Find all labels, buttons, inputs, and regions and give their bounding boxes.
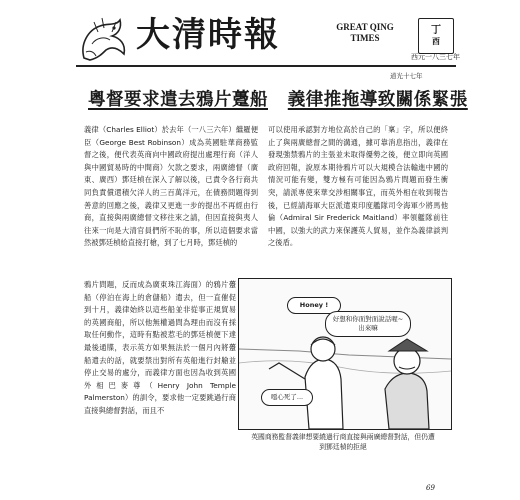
masthead: [70, 8, 462, 68]
masthead-title-en-line1: GREAT QING: [336, 22, 394, 32]
page-number: 69: [426, 484, 435, 492]
comic-panel: [238, 278, 452, 430]
headline-part1: 粵督要求遣去鴉片躉船: [88, 90, 268, 110]
speech-bubble-1: Honey !: [287, 297, 341, 314]
headline-spacer: [275, 90, 282, 110]
article-column-2: 可以使用承認對方地位高於自己的「稟」字，所以便終止了與兩廣總督之間的溝通，據可靠消息指出，義律在發現強禁鴉片的主張並未取得優勢之後，便立即向英國政府回報，說原本期待鴉片可以大規模合法輸進中國的情況可能有變，雙方極有可能因為鴉片問題而發生衝突，請派專使來華交涉相關事宜，而英外相在收到報告後，已經請海軍大臣派遣東印度艦隊司令海軍少將馬他倫（Admiral Sir Frederick Maitland）率領艦隊前往中國，以強大的武力來保護英人貿易，並作為義律談判之後盾。: [268, 125, 448, 248]
dragon-icon: [78, 14, 130, 64]
year-seal: [418, 18, 454, 54]
article-column-1: 義律（Charles Elliot）於去年（一八三六年）繼羅便臣（George Best Robinson）成為英國駐華商務監督之後，便代表英商向中國政府提出處理行商（洋人與中國貿易時的中間商）欠款之要求，兩廣總督（廣東、廣西）鄧廷楨在深入了解以後，已責令各行商共同負責償還積欠洋人的三百萬洋元，在債務問題得到善意的回應之後，義律又更進一步的提出不再經由行商，直接與兩廣總督文移往來之請，但因直接與夷人往來一向是大清官員們所不恥的事，所以這個要求當然被鄧廷楨給直接打槍，到了七月時，鄧廷楨的: [84, 125, 258, 248]
issue-label: 道光十七年: [390, 72, 423, 80]
seal-top: 丁: [431, 25, 441, 36]
headline: [88, 86, 468, 111]
speech-bubble-2: 好想和你面對面說話喔~出來嘛: [325, 311, 411, 337]
comic-caption: 英國商務監督義律想要繞過行商直接與兩廣總督對話，但仍遭到鄧廷楨的拒絕: [251, 433, 435, 451]
comic-illustration: [239, 279, 451, 429]
article-column-3: 鴉片問題，反而成為廣東珠江海面）的鴉片躉船（停泊在海上的倉儲船）遣去，但一直催促到十月，義律始終以這些船並非從事正規貿易的英國商船，所以他無權過問為理由而沒有採取任何動作，這時有點被惹毛的鄧廷楨便下達最後通牒，表示英方如果無法於一個月內將躉船遣去的話，就要禁出對所有英船進行封艙並停止交易的處分，而義律方面也因為收到英國外相巴麥尊（Henry John Temple Palmerston）的訓令，要求他一定要跳過行商直接與總督對話，而且不: [84, 280, 236, 415]
masthead-rule: [76, 65, 456, 67]
masthead-title-en-line2: TIMES: [350, 33, 380, 43]
newspaper-page: [70, 8, 468, 492]
masthead-title-en: [325, 22, 405, 44]
headline-part2: 義律推拖導致關係緊張: [287, 90, 468, 110]
masthead-date: 西元一八三七年: [411, 53, 460, 61]
masthead-title: 大清時報: [136, 15, 280, 55]
seal-bottom: 酉: [432, 36, 440, 46]
speech-bubble-3: 噁心死了...: [261, 389, 313, 406]
